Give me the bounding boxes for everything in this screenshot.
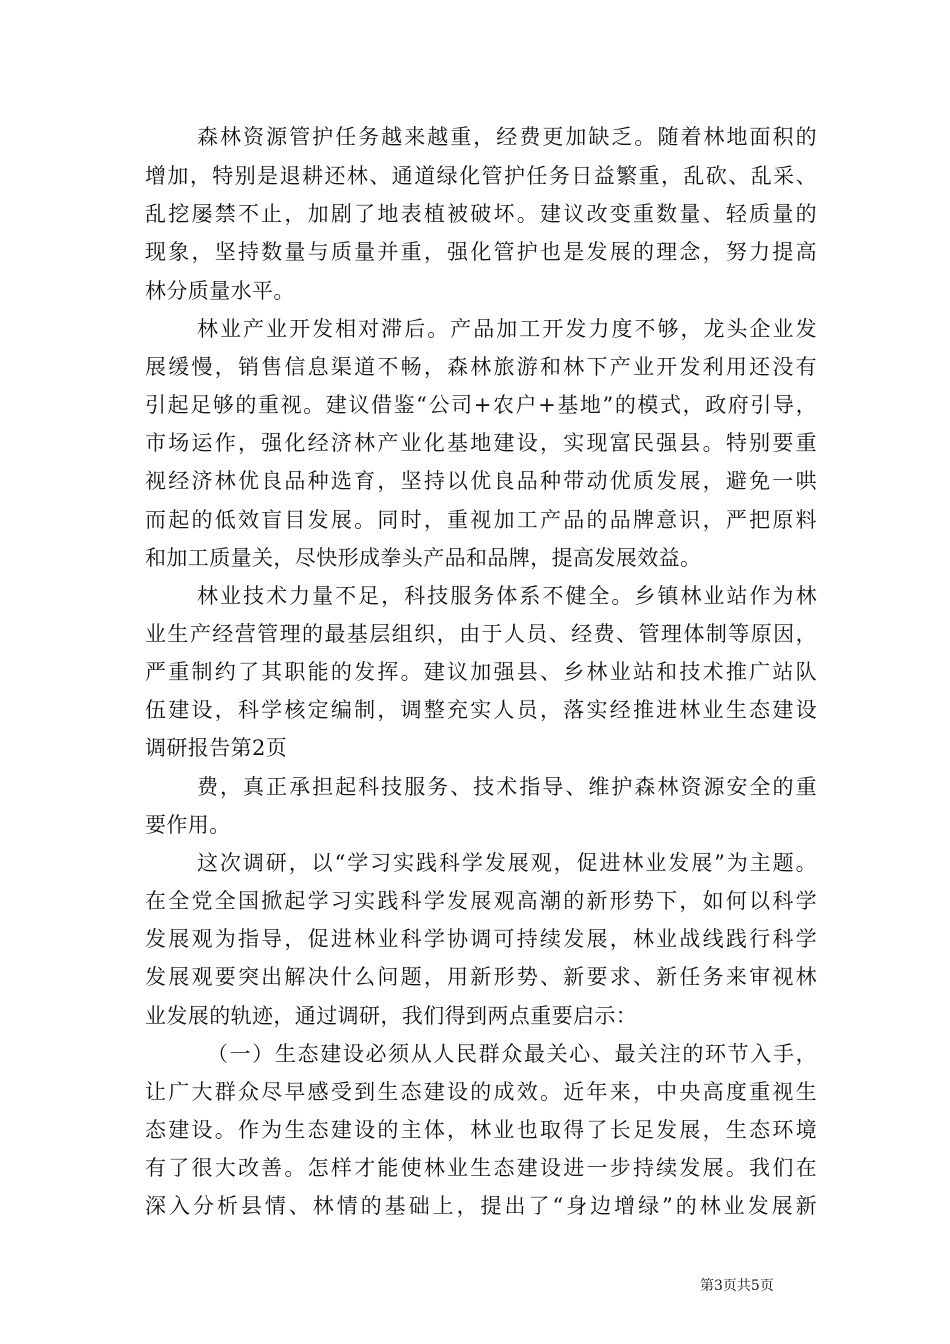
paragraph-6-line-4: 有了很大改善。怎样才能使林业生态建设进一步持续发展。我们在 <box>145 1156 817 1180</box>
paragraph-3-line-4: 伍建设，科学核定编制，调整充实人员，落实经推进林业生态建设 <box>145 698 817 722</box>
paragraph-3-line-3: 严重制约了其职能的发挥。建议加强县、乡林业站和技术推广站队 <box>145 660 817 684</box>
paragraph-2-line-7: 和加工质量关，尽快形成拳头产品和品牌，提高发展效益。 <box>145 546 702 570</box>
paragraph-3-line-2: 业生产经营管理的最基层组织，由于人员、经费、管理体制等原因， <box>145 622 817 646</box>
paragraph-6-line-3: 态建设。作为生态建设的主体，林业也取得了长足发展，生态环境 <box>145 1118 817 1142</box>
paragraph-3-line-1: 林业技术力量不足，科技服务体系不健全。乡镇林业站作为林 <box>197 584 817 608</box>
paragraph-2-line-3: 引起足够的重视。建议借鉴“公司+农户+基地”的模式，政府引导， <box>145 393 817 417</box>
paragraph-5-line-4: 发展观要突出解决什么问题，用新形势、新要求、新任务来审视林 <box>145 965 817 989</box>
paragraph-2-line-2: 展缓慢，销售信息渠道不畅，森林旅游和林下产业开发利用还没有 <box>145 355 817 379</box>
paragraph-5-line-3: 发展观为指导，促进林业科学协调可持续发展，林业战线践行科学 <box>145 927 817 951</box>
paragraph-1-line-3: 乱挖屡禁不止，加剧了地表植被破坏。建议改变重数量、轻质量的 <box>145 202 817 226</box>
paragraph-1-line-1: 森林资源管护任务越来越重，经费更加缺乏。随着林地面积的 <box>197 125 817 149</box>
paragraph-5-line-1: 这次调研，以“学习实践科学发展观，促进林业发展”为主题。 <box>197 851 817 875</box>
paragraph-2-line-6: 而起的低效盲目发展。同时，重视加工产品的品牌意识，严把原料 <box>145 508 817 532</box>
page-number-footer: 第3页共5页 <box>700 1278 774 1294</box>
paragraph-2-line-1: 林业产业开发相对滞后。产品加工开发力度不够，龙头企业发 <box>197 317 817 341</box>
paragraph-5-line-2: 在全党全国掀起学习实践科学发展观高潮的新形势下，如何以科学 <box>145 889 817 913</box>
paragraph-4-line-2: 要作用。 <box>145 813 231 837</box>
paragraph-2-line-4: 市场运作，强化经济林产业化基地建设，实现富民强县。特别要重 <box>145 431 817 455</box>
paragraph-5-line-5: 业发展的轨迹，通过调研，我们得到两点重要启示： <box>145 1004 638 1028</box>
paragraph-1-line-4: 现象，坚持数量与质量并重，强化管护也是发展的理念，努力提高 <box>145 240 817 264</box>
paragraph-1-line-2: 增加，特别是退耕还林、通道绿化管护任务日益繁重，乱砍、乱采、 <box>145 164 817 188</box>
paragraph-6-line-5: 深入分析县情、林情的基础上，提出了“身边增绿”的林业发展新 <box>145 1194 817 1218</box>
paragraph-6-line-2: 让广大群众尽早感受到生态建设的成效。近年来，中央高度重视生 <box>145 1080 817 1104</box>
paragraph-1-line-5: 林分质量水平。 <box>145 279 295 303</box>
paragraph-6-line-1: （一）生态建设必须从人民群众最关心、最关注的环节入手， <box>207 1042 817 1066</box>
paragraph-4-line-1: 费，真正承担起科技服务、技术指导、维护森林资源安全的重 <box>197 775 817 799</box>
paragraph-2-line-5: 视经济林优良品种选育，坚持以优良品种带动优质发展，避免一哄 <box>145 469 817 493</box>
paragraph-3-line-5: 调研报告第2页 <box>145 736 288 760</box>
